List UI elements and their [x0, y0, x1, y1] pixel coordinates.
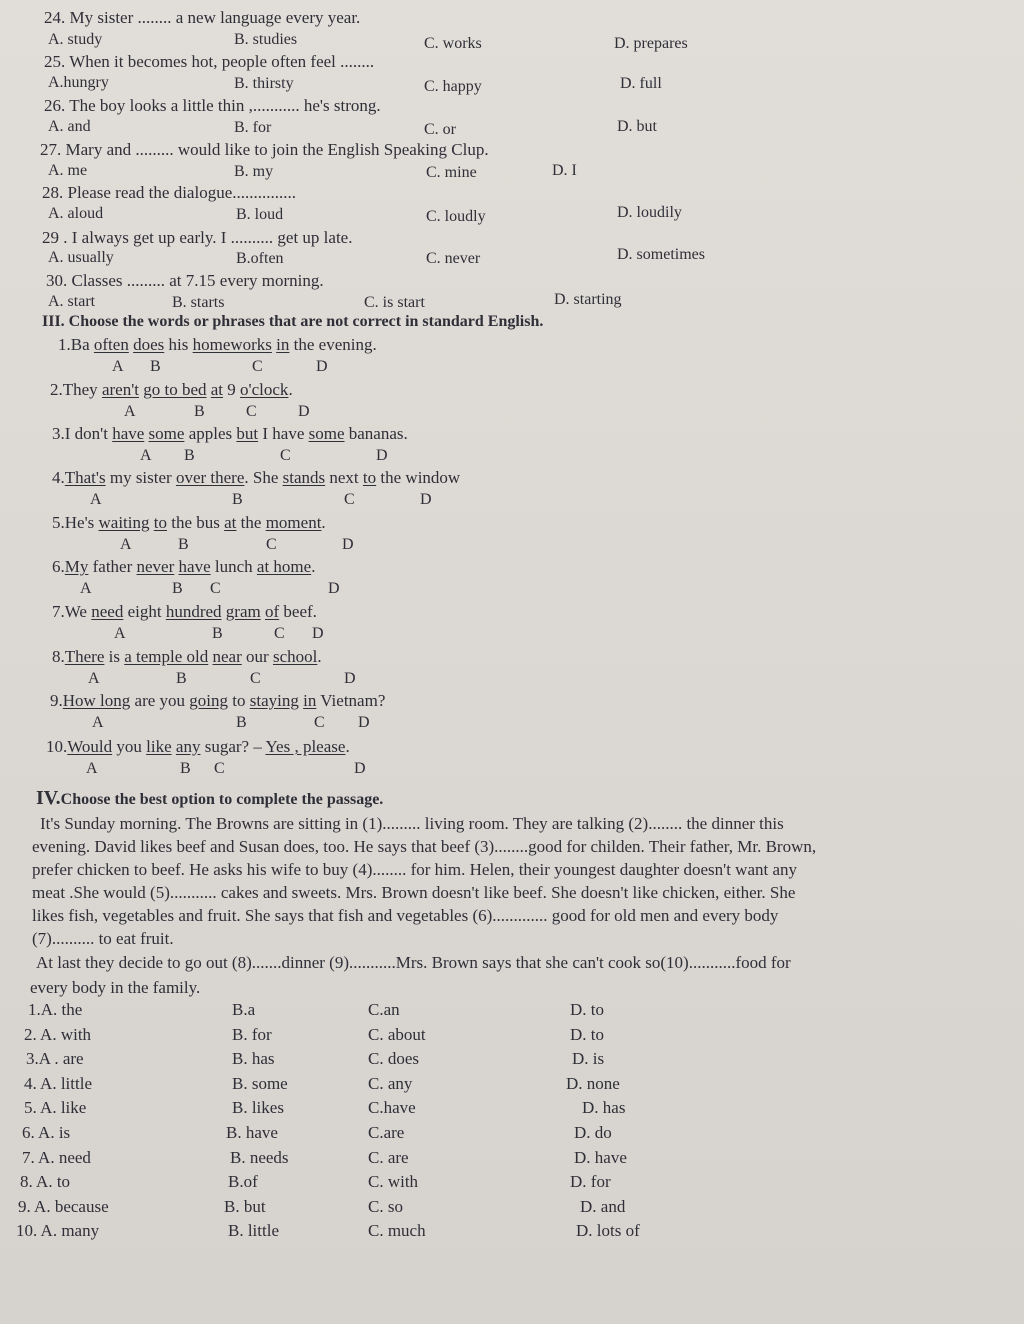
sentence-segment: beef. — [279, 602, 317, 621]
underlined-segment: at — [210, 380, 224, 399]
question-number: 24. — [44, 8, 66, 27]
section-title: Choose the best option to complete the passage. — [60, 791, 384, 808]
answer-letter-b: B — [178, 536, 189, 553]
cloze-option-8-d: D. for — [570, 1172, 611, 1192]
sentence-segment: . — [311, 557, 316, 576]
answer-letter-c: C — [344, 491, 355, 508]
option-d: D. I — [552, 162, 577, 179]
sentence-segment: is — [104, 647, 125, 666]
cloze-option-4-a: 4. A. little — [24, 1073, 92, 1093]
sentence-segment: Ba — [70, 335, 94, 354]
error-item-9 — [50, 691, 385, 711]
item-number: 10. — [46, 737, 68, 756]
passage-line: evening. David likes beef and Susan does, too. He says that beef (3)........good for childen. Their father, Mr. Brown, — [32, 837, 817, 856]
item-number: 7. — [52, 602, 65, 621]
cloze-option-6-a: 6. A. is — [22, 1123, 71, 1142]
sentence-segment: the window — [376, 468, 461, 487]
underlined-segment: Yes , please — [265, 737, 346, 756]
cloze-option-2-b: B. for — [232, 1024, 272, 1044]
answer-letter-d: D — [342, 536, 354, 553]
underlined-segment: school — [272, 647, 318, 666]
option-b: B. for — [234, 119, 272, 136]
sentence-segment: father — [88, 557, 137, 576]
underlined-segment: go to bed — [143, 380, 207, 399]
answer-letter-b: B — [194, 403, 205, 420]
sentence-segment: I don't — [64, 424, 113, 443]
cloze-option-10-b: B. little — [228, 1221, 279, 1241]
question-stem: Please read the dialogue............... — [67, 183, 296, 202]
answer-letter-a: A — [120, 536, 132, 553]
answer-letter-d: D — [376, 447, 388, 464]
sentence-segment: . — [321, 513, 326, 532]
underlined-segment: staying — [249, 691, 299, 710]
option-d: D. starting — [554, 291, 622, 308]
underlined-segment: homeworks — [192, 335, 272, 354]
cloze-option-3-d: D. is — [572, 1049, 605, 1069]
passage-line: likes fish, vegetables and fruit. She says that fish and vegetables (6)............. good for old men and every body — [32, 906, 779, 925]
cloze-option-5-b: B. likes — [232, 1098, 284, 1118]
option-d: D. loudily — [617, 204, 682, 221]
question-stem: I always get up early. I .......... get up late. — [71, 228, 353, 247]
underlined-segment: need — [91, 602, 124, 621]
cloze-option-7-a: 7. A. need — [22, 1147, 91, 1167]
underlined-segment: have — [112, 424, 145, 443]
sentence-segment: the evening. — [289, 335, 377, 354]
underlined-segment: a temple old — [124, 647, 209, 666]
answer-letter-a: A — [90, 491, 102, 508]
cloze-option-8-b: B.of — [228, 1172, 258, 1192]
sentence-segment: . — [317, 647, 322, 666]
cloze-option-4-b: B. some — [232, 1073, 288, 1093]
question-number: 27. — [40, 140, 62, 159]
cloze-option-6-b: B. have — [226, 1123, 278, 1142]
answer-letter-a: A — [80, 580, 92, 597]
cloze-option-8-a: 8. A. to — [20, 1172, 71, 1192]
section-number: IV. — [36, 787, 61, 809]
item-number: 1. — [58, 335, 71, 354]
answer-letter-a: A — [88, 670, 100, 687]
error-item-10 — [46, 737, 350, 757]
answer-letter-d: D — [420, 491, 432, 508]
answer-letter-c: C — [266, 536, 277, 553]
sentence-segment: apples — [184, 424, 237, 443]
answer-letter-b: B — [176, 670, 187, 687]
item-number: 9. — [50, 691, 63, 710]
option-b: B. loud — [236, 206, 284, 223]
answer-letter-a: A — [112, 358, 124, 375]
underlined-segment: often — [93, 335, 129, 354]
answer-letter-c: C — [246, 403, 257, 420]
question-27 — [40, 140, 489, 160]
underlined-segment: stands — [282, 468, 326, 487]
option-c: C. never — [426, 250, 481, 267]
option-d: D. sometimes — [617, 246, 705, 263]
sentence-segment: He's — [64, 513, 99, 532]
error-item-4 — [52, 468, 460, 488]
underlined-segment: aren't — [101, 380, 139, 399]
option-b: B. starts — [172, 294, 225, 311]
underlined-segment: There — [64, 647, 105, 666]
cloze-option-5-a: 5. A. like — [24, 1098, 87, 1118]
cloze-option-3-c: C. does — [368, 1049, 419, 1069]
cloze-option-2-c: C. about — [368, 1024, 426, 1044]
option-b: B.often — [236, 250, 284, 267]
error-item-8 — [52, 647, 322, 667]
cloze-option-5-c: C.have — [368, 1098, 416, 1118]
option-b: B. studies — [234, 31, 298, 48]
error-item-5 — [52, 513, 326, 533]
underlined-segment: gram — [225, 602, 261, 621]
answer-letter-a: A — [86, 760, 98, 777]
underlined-segment: some — [148, 424, 185, 443]
answer-letter-b: B — [180, 760, 191, 777]
answer-letter-b: B — [212, 625, 223, 642]
cloze-option-1-a: 1.A. the — [28, 1000, 83, 1019]
passage-line: It's Sunday morning. The Browns are sitting in (1)......... living room. They are talking (2)........ the dinner this — [40, 814, 784, 833]
cloze-option-1-b: B.a — [232, 1000, 256, 1019]
option-d: D. prepares — [614, 35, 688, 52]
underlined-segment: over there — [175, 468, 245, 487]
sentence-segment: eight — [123, 602, 166, 621]
cloze-option-10-c: C. much — [368, 1221, 426, 1241]
underlined-segment: waiting — [98, 513, 150, 532]
cloze-option-4-d: D. none — [566, 1073, 620, 1093]
answer-letter-b: B — [232, 491, 243, 508]
sentence-segment: . — [345, 737, 350, 756]
underlined-segment: at home — [256, 557, 312, 576]
underlined-segment: How long — [62, 691, 131, 710]
sentence-segment: . — [288, 380, 293, 399]
section-iii-heading: III. Choose the words or phrases that are not correct in standard English. — [42, 313, 544, 330]
underlined-segment: moment — [265, 513, 322, 532]
option-b: B. thirsty — [234, 75, 294, 92]
cloze-option-7-c: C. are — [368, 1147, 409, 1167]
sentence-segment: the — [236, 513, 266, 532]
item-number: 3. — [52, 424, 65, 443]
answer-letter-c: C — [314, 714, 325, 731]
option-c: C. loudly — [426, 208, 486, 225]
cloze-option-6-c: C.are — [368, 1123, 405, 1142]
underlined-segment: near — [212, 647, 242, 666]
question-number: 28. — [42, 183, 64, 202]
answer-letter-c: C — [252, 358, 263, 375]
option-a: A. and — [48, 118, 91, 135]
sentence-segment: bananas. — [344, 424, 408, 443]
underlined-segment: to — [153, 513, 167, 532]
item-number: 5. — [52, 513, 65, 532]
underlined-segment: like — [146, 737, 172, 756]
passage-line: (7).......... to eat fruit. — [32, 929, 174, 948]
cloze-option-5-d: D. has — [582, 1098, 626, 1118]
sentence-segment: are you — [130, 691, 190, 710]
passage-line: prefer chicken to beef. He asks his wife to buy (4)........ for him. Helen, their youngest daughter doesn't want any — [32, 860, 798, 879]
answer-letter-b: B — [150, 358, 161, 375]
cloze-option-1-d: D. to — [570, 1000, 604, 1019]
cloze-option-9-c: C. so — [368, 1196, 403, 1216]
answer-letter-c: C — [250, 670, 261, 687]
option-a: A. start — [48, 293, 96, 310]
option-c: C. works — [424, 35, 482, 52]
passage-line: every body in the family. — [30, 978, 201, 997]
question-25 — [44, 52, 374, 72]
option-c: C. mine — [426, 164, 477, 181]
sentence-segment: Vietnam? — [316, 691, 386, 710]
question-26 — [44, 96, 381, 116]
question-number: 29 . — [42, 228, 68, 247]
sentence-segment: lunch — [210, 557, 257, 576]
answer-letter-d: D — [298, 403, 310, 420]
answer-letter-d: D — [316, 358, 328, 375]
answer-letter-d: D — [312, 625, 324, 642]
underlined-segment: That's — [64, 468, 106, 487]
item-number: 8. — [52, 647, 65, 666]
underlined-segment: but — [236, 424, 259, 443]
underlined-segment: going — [189, 691, 229, 710]
option-d: D. full — [620, 75, 662, 92]
option-a: A. usually — [48, 249, 114, 266]
cloze-option-3-a: 3.A . are — [26, 1049, 84, 1069]
option-a: A. me — [48, 162, 88, 179]
cloze-option-9-a: 9. A. because — [18, 1196, 109, 1216]
answer-letter-b: B — [184, 447, 195, 464]
sentence-segment: 9 — [223, 380, 241, 399]
cloze-option-6-d: D. do — [574, 1123, 612, 1142]
cloze-option-7-d: D. have — [574, 1147, 627, 1167]
underlined-segment: in — [303, 691, 317, 710]
underlined-segment: of — [264, 602, 280, 621]
error-item-7 — [52, 602, 317, 622]
sentence-segment: We — [64, 602, 92, 621]
sentence-segment: to — [228, 691, 250, 710]
sentence-segment: the bus — [167, 513, 225, 532]
underlined-segment: hundred — [165, 602, 222, 621]
item-number: 2. — [50, 380, 63, 399]
question-28 — [42, 183, 296, 203]
sentence-segment: They — [62, 380, 102, 399]
cloze-option-4-c: C. any — [368, 1073, 413, 1093]
sentence-segment: his — [164, 335, 193, 354]
underlined-segment: have — [178, 557, 211, 576]
answer-letter-b: B — [236, 714, 247, 731]
cloze-option-1-c: C.an — [368, 1000, 400, 1019]
answer-letter-b: B — [172, 580, 183, 597]
section-iv-heading — [36, 787, 383, 810]
question-stem: My sister ........ a new language every year. — [69, 8, 361, 27]
question-stem: When it becomes hot, people often feel ........ — [69, 52, 375, 71]
answer-letter-d: D — [328, 580, 340, 597]
question-number: 26. — [44, 96, 66, 115]
question-number: 30. — [46, 271, 68, 290]
sentence-segment: you — [112, 737, 147, 756]
cloze-option-2-d: D. to — [570, 1024, 604, 1044]
passage-line: At last they decide to go out (8).......dinner (9)...........Mrs. Brown says that she can't cook so(10)...........food for — [36, 953, 791, 972]
cloze-option-2-a: 2. A. with — [24, 1024, 92, 1044]
question-stem: The boy looks a little thin ,........... he's strong. — [69, 96, 381, 115]
option-b: B. my — [234, 163, 274, 180]
underlined-segment: at — [224, 513, 237, 532]
cloze-option-10-d: D. lots of — [576, 1221, 640, 1241]
sentence-segment: our — [241, 647, 273, 666]
option-d: D. but — [617, 118, 657, 135]
option-c: C. happy — [424, 78, 482, 95]
item-number: 6. — [52, 557, 65, 576]
question-stem: Classes ......... at 7.15 every morning. — [71, 271, 324, 290]
underlined-segment: My — [64, 557, 89, 576]
option-a: A.hungry — [48, 74, 109, 91]
underlined-segment: o'clock — [240, 380, 289, 399]
cloze-option-9-d: D. and — [580, 1196, 626, 1216]
cloze-option-7-b: B. needs — [230, 1147, 289, 1167]
underlined-segment: to — [362, 468, 377, 487]
answer-letter-a: A — [140, 447, 152, 464]
underlined-segment: any — [175, 737, 201, 756]
question-number: 25. — [44, 52, 66, 71]
answer-letter-d: D — [344, 670, 356, 687]
answer-letter-c: C — [274, 625, 285, 642]
question-stem: Mary and ......... would like to join the English Speaking Clup. — [65, 140, 489, 159]
answer-letter-c: C — [210, 580, 221, 597]
sentence-segment: . She — [244, 468, 283, 487]
item-number: 4. — [52, 468, 65, 487]
cloze-option-10-a: 10. A. many — [16, 1221, 100, 1241]
answer-letter-d: D — [354, 760, 366, 777]
cloze-option-3-b: B. has — [232, 1049, 275, 1069]
underlined-segment: some — [308, 424, 345, 443]
error-item-1 — [58, 335, 377, 355]
question-24 — [44, 8, 360, 28]
underlined-segment: Would — [67, 737, 113, 756]
error-item-6 — [52, 557, 315, 577]
cloze-option-8-c: C. with — [368, 1172, 419, 1192]
sentence-segment: my sister — [105, 468, 176, 487]
underlined-segment: never — [136, 557, 175, 576]
answer-letter-c: C — [280, 447, 291, 464]
option-a: A. aloud — [48, 205, 104, 222]
sentence-segment: next — [325, 468, 363, 487]
option-c: C. or — [424, 121, 456, 138]
option-a: A. study — [48, 31, 103, 48]
underlined-segment: in — [276, 335, 290, 354]
answer-letter-a: A — [92, 714, 104, 731]
option-c: C. is start — [364, 294, 425, 311]
cloze-option-9-b: B. but — [224, 1196, 266, 1216]
sentence-segment: sugar? – — [200, 737, 266, 756]
answer-letter-a: A — [114, 625, 126, 642]
sentence-segment: I have — [258, 424, 309, 443]
answer-letter-c: C — [214, 760, 225, 777]
answer-letter-d: D — [358, 714, 370, 731]
underlined-segment: does — [133, 335, 165, 354]
question-29 — [42, 228, 352, 248]
error-item-2 — [50, 380, 293, 400]
question-30 — [46, 271, 324, 291]
passage-line: meat .She would (5)........... cakes and sweets. Mrs. Brown doesn't like beef. She doesn't like chicken, either. She — [32, 883, 796, 902]
answer-letter-a: A — [124, 403, 136, 420]
error-item-3 — [52, 424, 408, 444]
